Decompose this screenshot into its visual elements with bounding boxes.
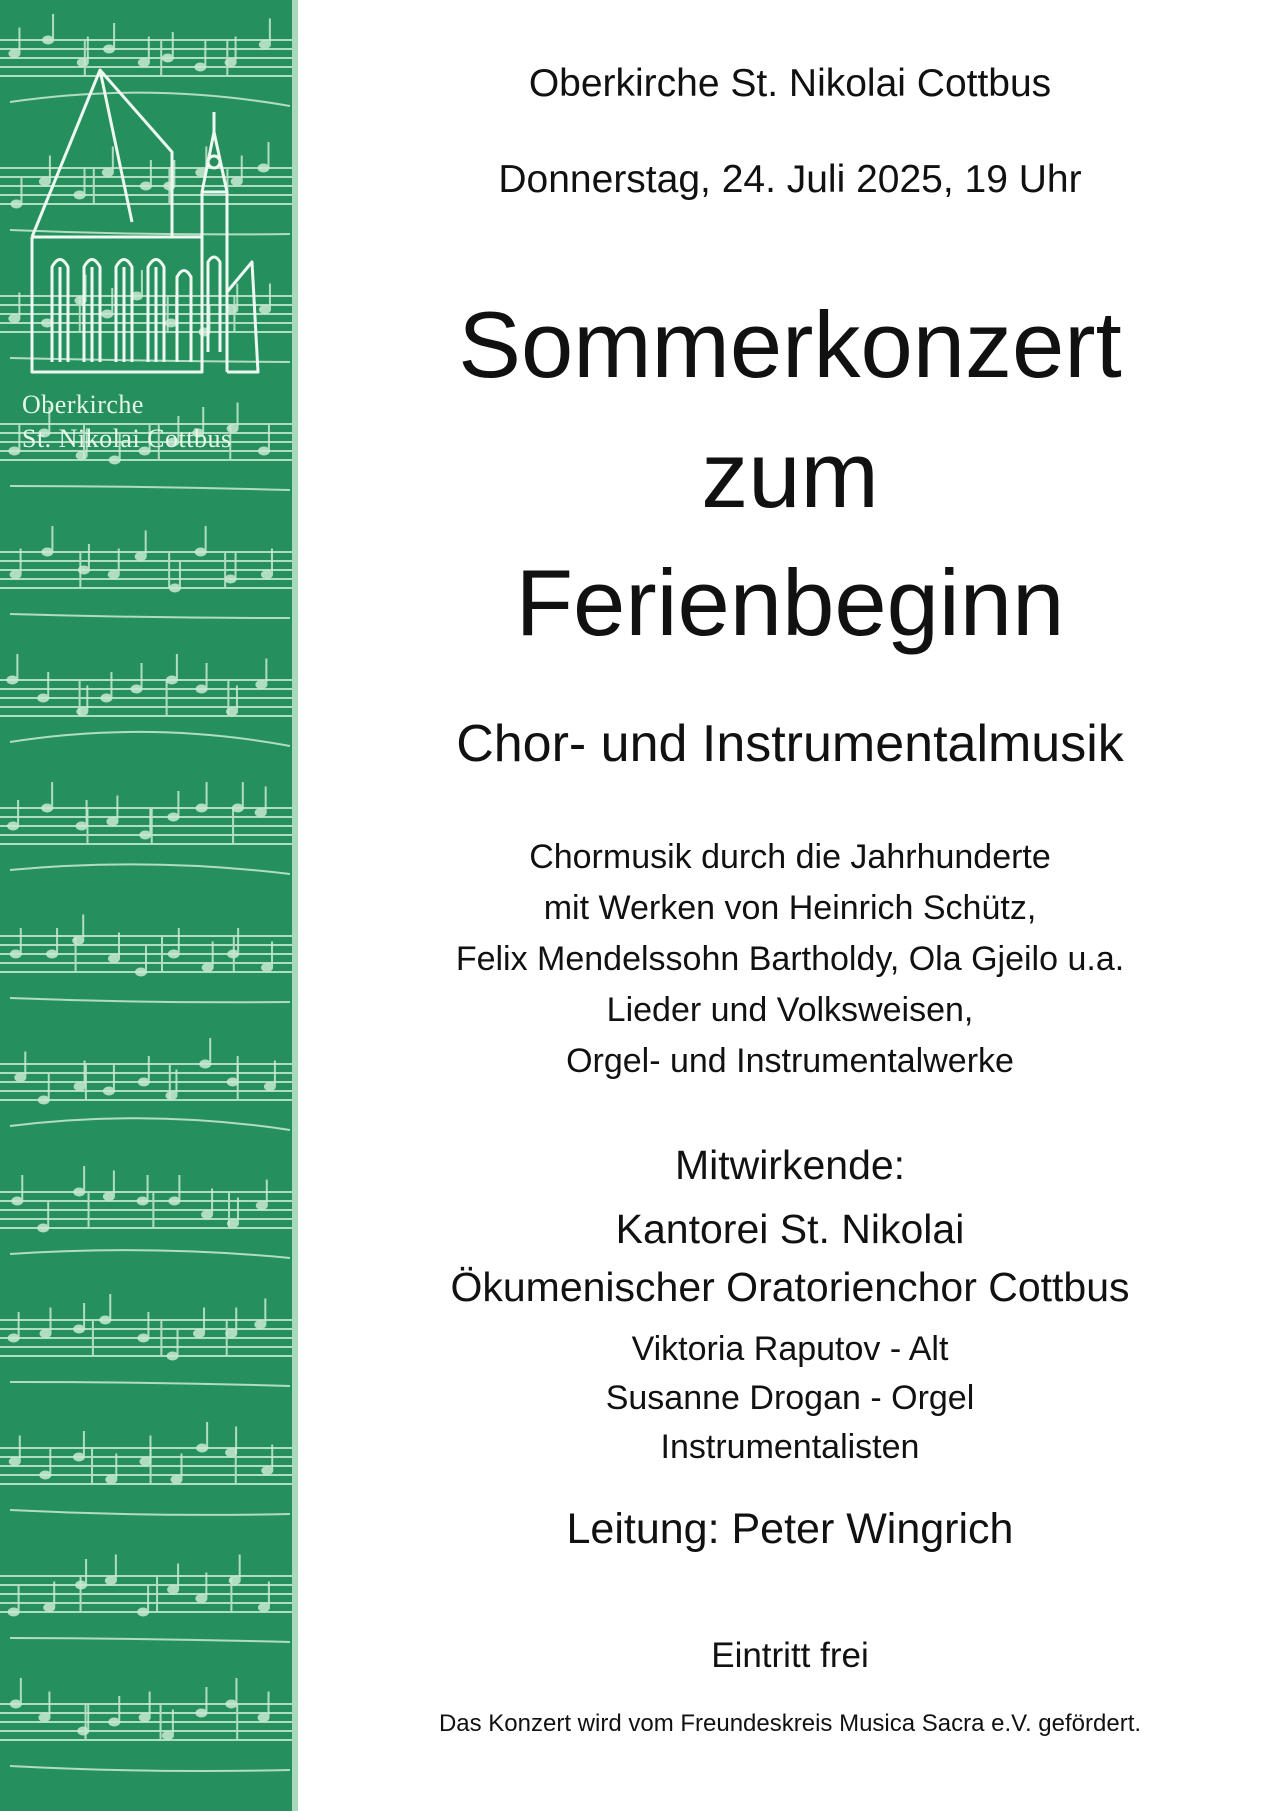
note-head [77, 708, 87, 715]
note-head [227, 708, 237, 715]
note-head [9, 50, 19, 57]
phrase-curve [10, 1510, 290, 1515]
note-head [260, 41, 270, 48]
note-head [255, 1321, 265, 1328]
church-caption-line-1: Oberkirche [22, 390, 144, 419]
note-head [106, 1476, 116, 1483]
note-head [256, 809, 266, 816]
note-head [196, 549, 206, 556]
church-caption-line-2: St. Nikolai Cottbus [22, 424, 232, 453]
note-head [203, 964, 213, 971]
ensemble-2: Ökumenischer Oratorienchor Cottbus [450, 1264, 1130, 1310]
note-head [171, 1476, 181, 1483]
note-head [262, 964, 272, 971]
phrase-curve [10, 998, 290, 1002]
subtitle: Chor- und Instrumentalmusik [456, 715, 1124, 773]
note-head [140, 832, 150, 839]
note-head [196, 1595, 206, 1602]
poster-content [380, 0, 1200, 1811]
conductor: Leitung: Peter Wingrich [566, 1505, 1014, 1553]
title-line-1: Sommerkonzert [458, 292, 1122, 397]
note-head [256, 681, 266, 688]
note-head [136, 969, 146, 976]
note-head [262, 571, 272, 578]
note-head [132, 686, 142, 693]
note-head [168, 814, 178, 821]
title-line-2: zum [701, 422, 879, 527]
note-head [168, 1586, 178, 1593]
phrase-curve [10, 732, 290, 746]
note-head [167, 677, 177, 684]
note-head [169, 1198, 179, 1205]
note-head [12, 1198, 22, 1205]
note-head [41, 1330, 51, 1337]
program-line: Orgel- und Instrumentalwerke [566, 1042, 1014, 1080]
note-head [110, 457, 120, 464]
note-head [39, 1097, 49, 1104]
note-head [9, 1335, 19, 1342]
note-head [259, 1604, 269, 1611]
note-head [9, 315, 19, 322]
phrase-curve [10, 1250, 290, 1258]
note-head [202, 1211, 212, 1218]
note-head [257, 1202, 267, 1209]
note-head [107, 818, 117, 825]
note-head [140, 1458, 150, 1465]
note-head [138, 1335, 148, 1342]
performers-heading: Mitwirkende: [674, 1142, 906, 1188]
note-head [163, 1732, 173, 1739]
program-description [380, 832, 1200, 1087]
note-head [233, 805, 243, 812]
note-head [78, 1728, 88, 1735]
title-line-3: Ferienbeginn [515, 550, 1065, 655]
note-head [197, 805, 207, 812]
note-head [228, 1220, 238, 1227]
note-head [38, 1225, 48, 1232]
phrase-curve [10, 614, 290, 618]
note-head [166, 1092, 176, 1099]
note-head [100, 1317, 110, 1324]
note-head [11, 201, 21, 208]
note-head [196, 1710, 206, 1717]
program-line: mit Werken von Heinrich Schütz, [543, 889, 1037, 927]
note-head [109, 571, 119, 578]
note-head [226, 1701, 236, 1708]
note-head [168, 1353, 178, 1360]
note-head [228, 951, 238, 958]
note-head [140, 1714, 150, 1721]
note-head [11, 951, 21, 958]
sheet-music-sidebar [0, 0, 298, 1811]
note-head [11, 1701, 21, 1708]
note-head [74, 1454, 84, 1461]
note-head [138, 1609, 148, 1616]
admission: Eintritt frei [711, 1636, 869, 1675]
note-head [194, 1330, 204, 1337]
note-head [230, 1577, 240, 1584]
note-head [265, 1083, 275, 1090]
program-line: Lieder und Volksweisen, [606, 991, 974, 1029]
note-head [79, 567, 89, 574]
note-head [104, 1088, 114, 1095]
note-head [109, 1719, 119, 1726]
note-head [9, 1609, 19, 1616]
note-head [42, 805, 52, 812]
note-head [76, 1582, 86, 1589]
note-head [38, 695, 48, 702]
phrase-curve [10, 486, 290, 490]
note-head [74, 1189, 84, 1196]
note-head [39, 1714, 49, 1721]
note-head [259, 1714, 269, 1721]
church-caption [22, 388, 232, 456]
venue: Oberkirche St. Nikolai Cottbus [528, 62, 1052, 105]
note-head [75, 1083, 85, 1090]
note-head [101, 695, 111, 702]
note-head [10, 1458, 20, 1465]
note-head [11, 571, 21, 578]
program-line: Felix Mendelssohn Bartholdy, Ola Gjeilo u.a. [455, 940, 1125, 978]
note-head [44, 1604, 54, 1611]
note-head [226, 576, 236, 583]
event-date: Donnerstag, 24. Juli 2025, 19 Uhr [498, 158, 1082, 201]
note-head [197, 686, 207, 693]
note-head [77, 823, 87, 830]
note-head [200, 1061, 210, 1068]
note-head [226, 1449, 236, 1456]
note-head [9, 448, 19, 455]
note-head [228, 1079, 238, 1086]
note-head [47, 951, 57, 958]
note-head [262, 1467, 272, 1474]
phrase-curve [10, 864, 290, 874]
note-head [15, 1074, 25, 1081]
note-head [74, 1326, 84, 1333]
soloist-1: Viktoria Raputov - Alt [631, 1330, 949, 1368]
note-head [138, 1198, 148, 1205]
phrase-curve [10, 1638, 290, 1642]
note-head [42, 549, 52, 556]
phrase-curve [10, 1766, 290, 1771]
note-head [8, 823, 18, 830]
note-head [170, 585, 180, 592]
note-head [43, 37, 53, 44]
note-head [226, 1330, 236, 1337]
note-head [106, 1577, 116, 1584]
note-head [109, 955, 119, 962]
soloist-2: Susanne Drogan - Orgel [605, 1379, 975, 1417]
note-head [104, 46, 114, 53]
note-head [40, 1472, 50, 1479]
soloist-3: Instrumentalisten [660, 1428, 920, 1466]
note-head [197, 1445, 207, 1452]
note-head [136, 553, 146, 560]
note-head [163, 55, 173, 62]
note-head [104, 1193, 114, 1200]
sponsor-note: Das Konzert wird vom Freundeskreis Musica Sacra e.V. gefördert. [438, 1710, 1142, 1737]
church-drawing-icon [22, 62, 272, 382]
note-head [73, 937, 83, 944]
note-head [259, 448, 269, 455]
phrase-curve [10, 1382, 290, 1386]
note-head [7, 677, 17, 684]
program-line: Chormusik durch die Jahrhunderte [529, 838, 1051, 876]
ensemble-1: Kantorei St. Nikolai [615, 1206, 965, 1252]
phrase-curve [10, 1118, 290, 1130]
note-head [169, 951, 179, 958]
note-head [139, 1079, 149, 1086]
